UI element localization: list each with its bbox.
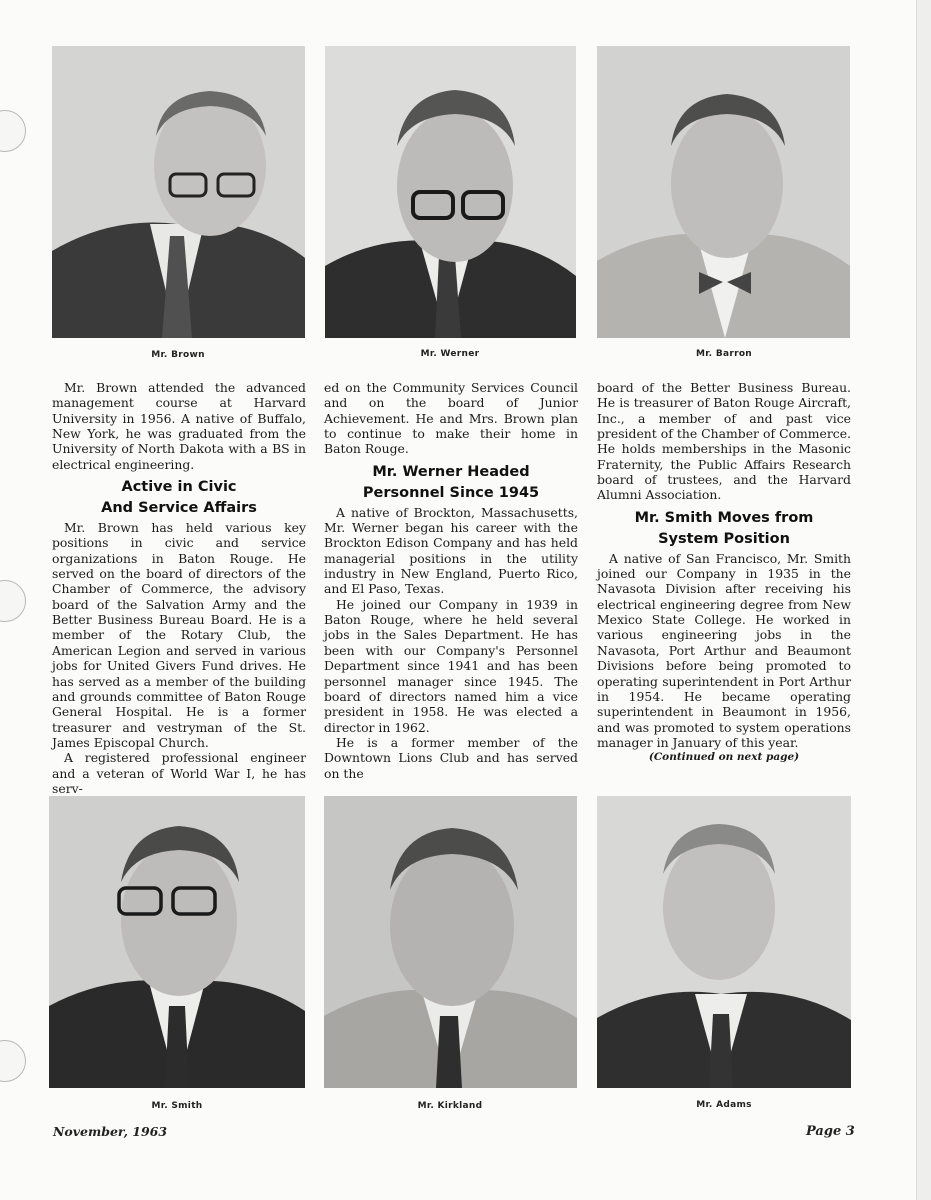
paragraph: A native of Brockton, Massachusetts, Mr. Werner began his career with the Brockton Edison Company and has held managerial positions in the utility industry in New England, Puerto Rico, and El Paso, Texas.: [324, 504, 578, 597]
caption-mr-brown: Mr. Brown: [151, 350, 205, 360]
photo-mr-brown: [52, 46, 305, 338]
caption-mr-werner: Mr. Werner: [420, 349, 480, 359]
paragraph: Mr. Brown has held various key positions in civic and service organizations in Baton Rouge. He served on the board of directors of the Chamber of Commerce, the advisory board of the Salvation Army and the Better Business Bureau Board. He is a member of the Rotary Club, the American Legion and served in various jobs for United Givers Fund drives. He has served as a member of the building and grounds committee of Baton Rouge General Hospital. He is a former treasurer and vestryman of the St. James Episcopal Church.: [52, 520, 306, 750]
paragraph: board of the Better Business Bureau. He is treasurer of Baton Rouge Aircraft, Inc., a member of and past vice president of the Chamber of Commerce. He holds memberships in the Masonic Fraternity, the Public Affairs Research board of trustees, and the Harvard Alumni Association.: [597, 380, 851, 503]
photo-mr-smith: [49, 796, 305, 1088]
footer-page-number: Page 3: [806, 1124, 855, 1139]
caption-mr-adams: Mr. Adams: [696, 1100, 752, 1110]
page-edge: [916, 0, 931, 1200]
caption-mr-barron: Mr. Barron: [695, 349, 753, 359]
photo-mr-barron: [597, 46, 850, 338]
paragraph: ed on the Community Services Council and on the board of Junior Achievement. He and Mrs. Brown plan to continue to make their home in Baton Rouge.: [324, 380, 578, 457]
continued-note: (Continued on next page): [648, 751, 800, 764]
text-column-2: [324, 380, 578, 781]
caption-mr-smith: Mr. Smith: [151, 1101, 203, 1111]
paragraph: He joined our Company in 1939 in Baton Rouge, where he held several jobs in the Sales Department. He has been with our Company's Personnel Department since 1941 and has been personnel manager since 1945. The board of directors named him a vice president in 1958. He was elected a director in 1962.: [324, 596, 578, 735]
caption-mr-kirkland: Mr. Kirkland: [417, 1101, 483, 1111]
section-heading-smith: Mr. Smith Moves from System Position: [634, 509, 814, 547]
paragraph: A registered professional engineer and a veteran of World War I, he has serv-: [52, 750, 306, 796]
paragraph: Mr. Brown attended the advanced management course at Harvard University in 1956. A native of Buffalo, New York, he was graduated from the University of North Dakota with a BS in electrical engineering.: [52, 380, 306, 472]
photo-mr-werner: [325, 46, 576, 338]
photo-mr-kirkland: [324, 796, 577, 1088]
binder-hole: [0, 1040, 26, 1082]
section-heading-civic: Active in Civic And Service Affairs: [101, 479, 257, 517]
text-column-1: [52, 380, 306, 796]
section-heading-werner: Mr. Werner Headed Personnel Since 1945: [362, 463, 540, 501]
paragraph: He is a former member of the Downtown Lions Club and has served on the: [324, 734, 578, 781]
text-column-3: [597, 380, 851, 766]
paragraph: A native of San Francisco, Mr. Smith joined our Company in 1935 in the Navasota Division after receiving his electrical engineering degree from New Mexico State College. He worked in various engineering jobs in the Navasota, Port Arthur and Beaumont Divisions before being promoted to operating superintendent in Port Arthur in 1954. He became operating superintendent in Beaumont in 1956, and was promoted to system operations manager in January of this year.: [597, 550, 851, 750]
binder-hole: [0, 110, 26, 152]
photo-mr-adams: [597, 796, 851, 1088]
footer-date: November, 1963: [53, 1124, 168, 1139]
binder-hole: [0, 580, 26, 622]
